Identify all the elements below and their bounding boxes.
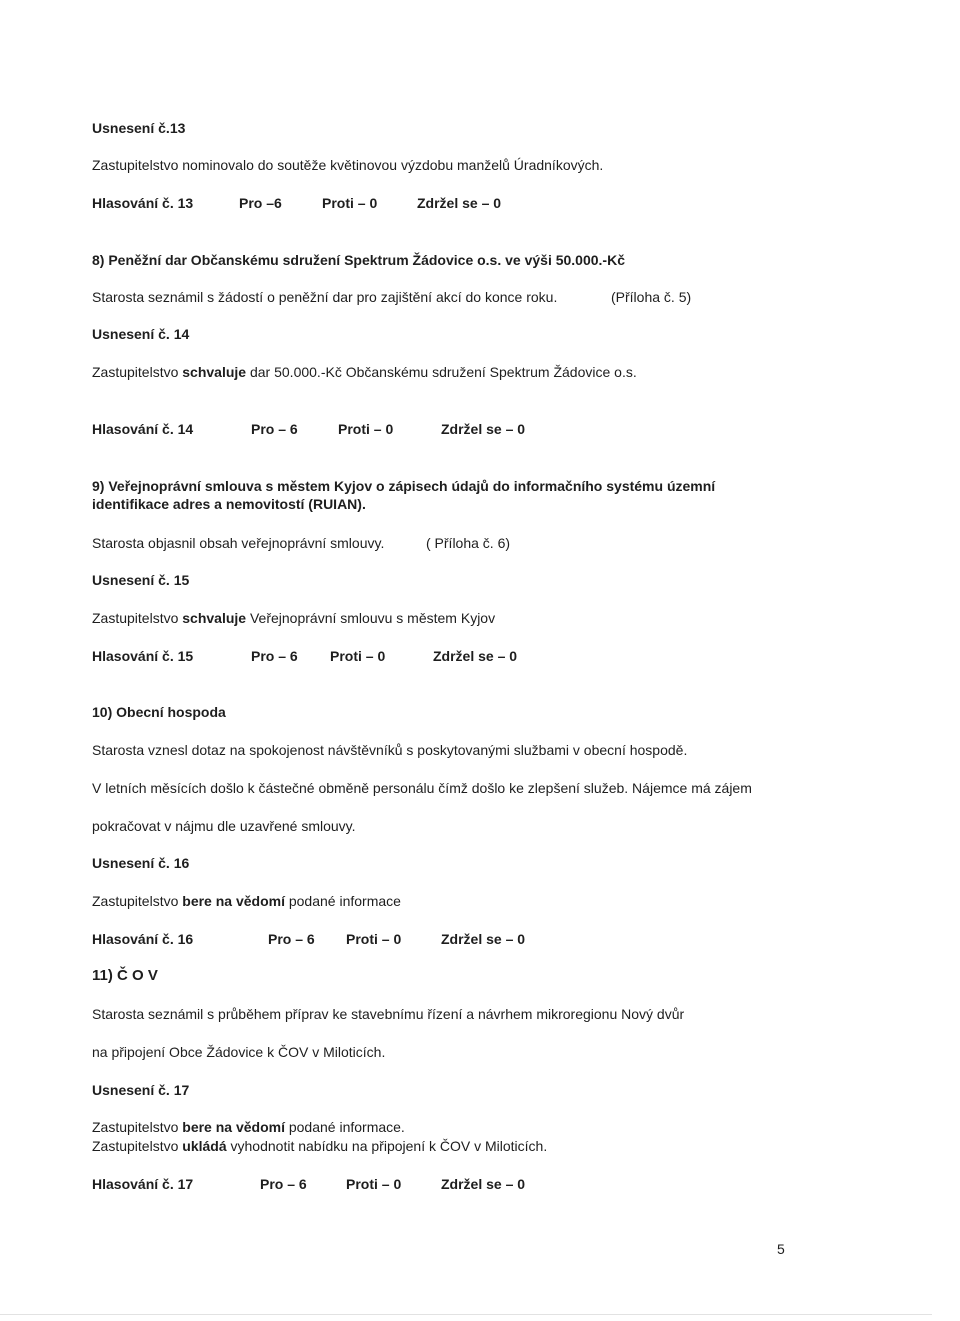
- item-11-heading: 11) Č O V: [92, 967, 158, 984]
- page-number: 5: [777, 1241, 785, 1257]
- resolution-verb: ukládá: [182, 1138, 227, 1154]
- vote-pro: Pro – 6: [251, 648, 298, 664]
- resolution-prefix: Zastupitelstvo: [92, 364, 179, 380]
- resolution-rest: podané informace: [288, 893, 401, 909]
- resolution-prefix: Zastupitelstvo: [92, 1119, 179, 1135]
- resolution-15-text: [92, 609, 495, 627]
- vote-zdrzel: Zdržel se – 0: [417, 195, 502, 211]
- resolution-prefix: Zastupitelstvo: [92, 610, 179, 626]
- vote-proti: Proti – 0: [338, 421, 394, 437]
- resolution-prefix: Zastupitelstvo: [92, 893, 179, 909]
- vote-pro: Pro – 6: [268, 931, 315, 947]
- vote-zdrzel: Zdržel se – 0: [441, 421, 526, 437]
- item-9-attachment: ( Příloha č. 6): [426, 535, 511, 551]
- vote-label: Hlasování č. 13: [92, 195, 194, 211]
- resolution-rest: dar 50.000.-Kč Občanskému sdružení Spektrum Žádovice o.s.: [249, 364, 637, 380]
- resolution-rest: vyhodnotit nabídku na připojení k ČOV v Miloticích.: [230, 1138, 548, 1154]
- resolution-verb: schvaluje: [182, 610, 247, 626]
- vote-proti: Proti – 0: [322, 195, 378, 211]
- resolution-verb: schvaluje: [182, 364, 247, 380]
- item-8-text: Starosta seznámil s žádostí o peněžní dar pro zajištění akcí do konce roku.: [92, 289, 558, 305]
- vote-13: [92, 194, 692, 212]
- item-9-heading-line1: 9) Veřejnoprávní smlouva s městem Kyjov o zápisech údajů do informačního systému územní: [92, 478, 716, 494]
- vote-label: Hlasování č. 17: [92, 1176, 194, 1192]
- resolution-13-label: Usnesení č.13: [92, 120, 186, 136]
- resolution-14-label: Usnesení č. 14: [92, 326, 190, 342]
- vote-pro: Pro – 6: [251, 421, 298, 437]
- item-11-text-2: na připojení Obce Žádovice k ČOV v Miloticích.: [92, 1044, 386, 1060]
- resolution-rest: Veřejnoprávní smlouvu s městem Kyjov: [249, 610, 496, 626]
- vote-15: [92, 647, 692, 665]
- item-11-text-1: Starosta seznámil s průběhem příprav ke stavebnímu řízení a návrhem mikroregionu Nový dvůr: [92, 1006, 685, 1022]
- vote-17: [92, 1175, 692, 1193]
- resolution-14-text: [92, 363, 637, 381]
- resolution-rest: podané informace.: [288, 1119, 405, 1135]
- vote-proti: Proti – 0: [330, 648, 386, 664]
- resolution-verb: bere na vědomí: [182, 893, 285, 909]
- resolution-prefix: Zastupitelstvo: [92, 1138, 179, 1154]
- resolution-verb: bere na vědomí: [182, 1119, 285, 1135]
- item-10-heading: 10) Obecní hospoda: [92, 704, 226, 720]
- item-8-heading: 8) Peněžní dar Občanskému sdružení Spektrum Žádovice o.s. ve výši 50.000.-Kč: [92, 252, 625, 268]
- vote-label: Hlasování č. 15: [92, 648, 194, 664]
- resolution-13-text: Zastupitelstvo nominovalo do soutěže květinovou výzdobu manželů Úradníkových.: [92, 157, 604, 173]
- resolution-17-label: Usnesení č. 17: [92, 1082, 190, 1098]
- item-9-text: Starosta objasnil obsah veřejnoprávní smlouvy.: [92, 535, 385, 551]
- item-8-attachment: (Příloha č. 5): [611, 289, 692, 305]
- vote-label: Hlasování č. 16: [92, 931, 194, 947]
- vote-pro: Pro –6: [239, 195, 282, 211]
- vote-zdrzel: Zdržel se – 0: [433, 648, 518, 664]
- item-9-heading-line2: identifikace adres a nemovitostí (RUIAN).: [92, 496, 366, 512]
- vote-zdrzel: Zdržel se – 0: [441, 931, 526, 947]
- vote-pro: Pro – 6: [260, 1176, 307, 1192]
- resolution-17-text-1: [92, 1118, 405, 1136]
- item-10-text-2: V letních měsících došlo k částečné obměně personálu čímž došlo ke zlepšení služeb. Nájemce má zájem: [92, 780, 752, 796]
- item-10-text-1: Starosta vznesl dotaz na spokojenost návštěvníků s poskytovanými službami v obecní hospodě.: [92, 742, 688, 758]
- resolution-16-label: Usnesení č. 16: [92, 855, 190, 871]
- vote-proti: Proti – 0: [346, 931, 402, 947]
- vote-zdrzel: Zdržel se – 0: [441, 1176, 526, 1192]
- item-10-text-3: pokračovat v nájmu dle uzavřené smlouvy.: [92, 818, 356, 834]
- resolution-16-text: [92, 892, 401, 910]
- vote-16: [92, 930, 692, 948]
- vote-proti: Proti – 0: [346, 1176, 402, 1192]
- page-bottom-edge: [0, 1314, 932, 1315]
- resolution-17-text-2: [92, 1137, 547, 1155]
- resolution-15-label: Usnesení č. 15: [92, 572, 190, 588]
- vote-14: [92, 420, 692, 438]
- vote-label: Hlasování č. 14: [92, 421, 194, 437]
